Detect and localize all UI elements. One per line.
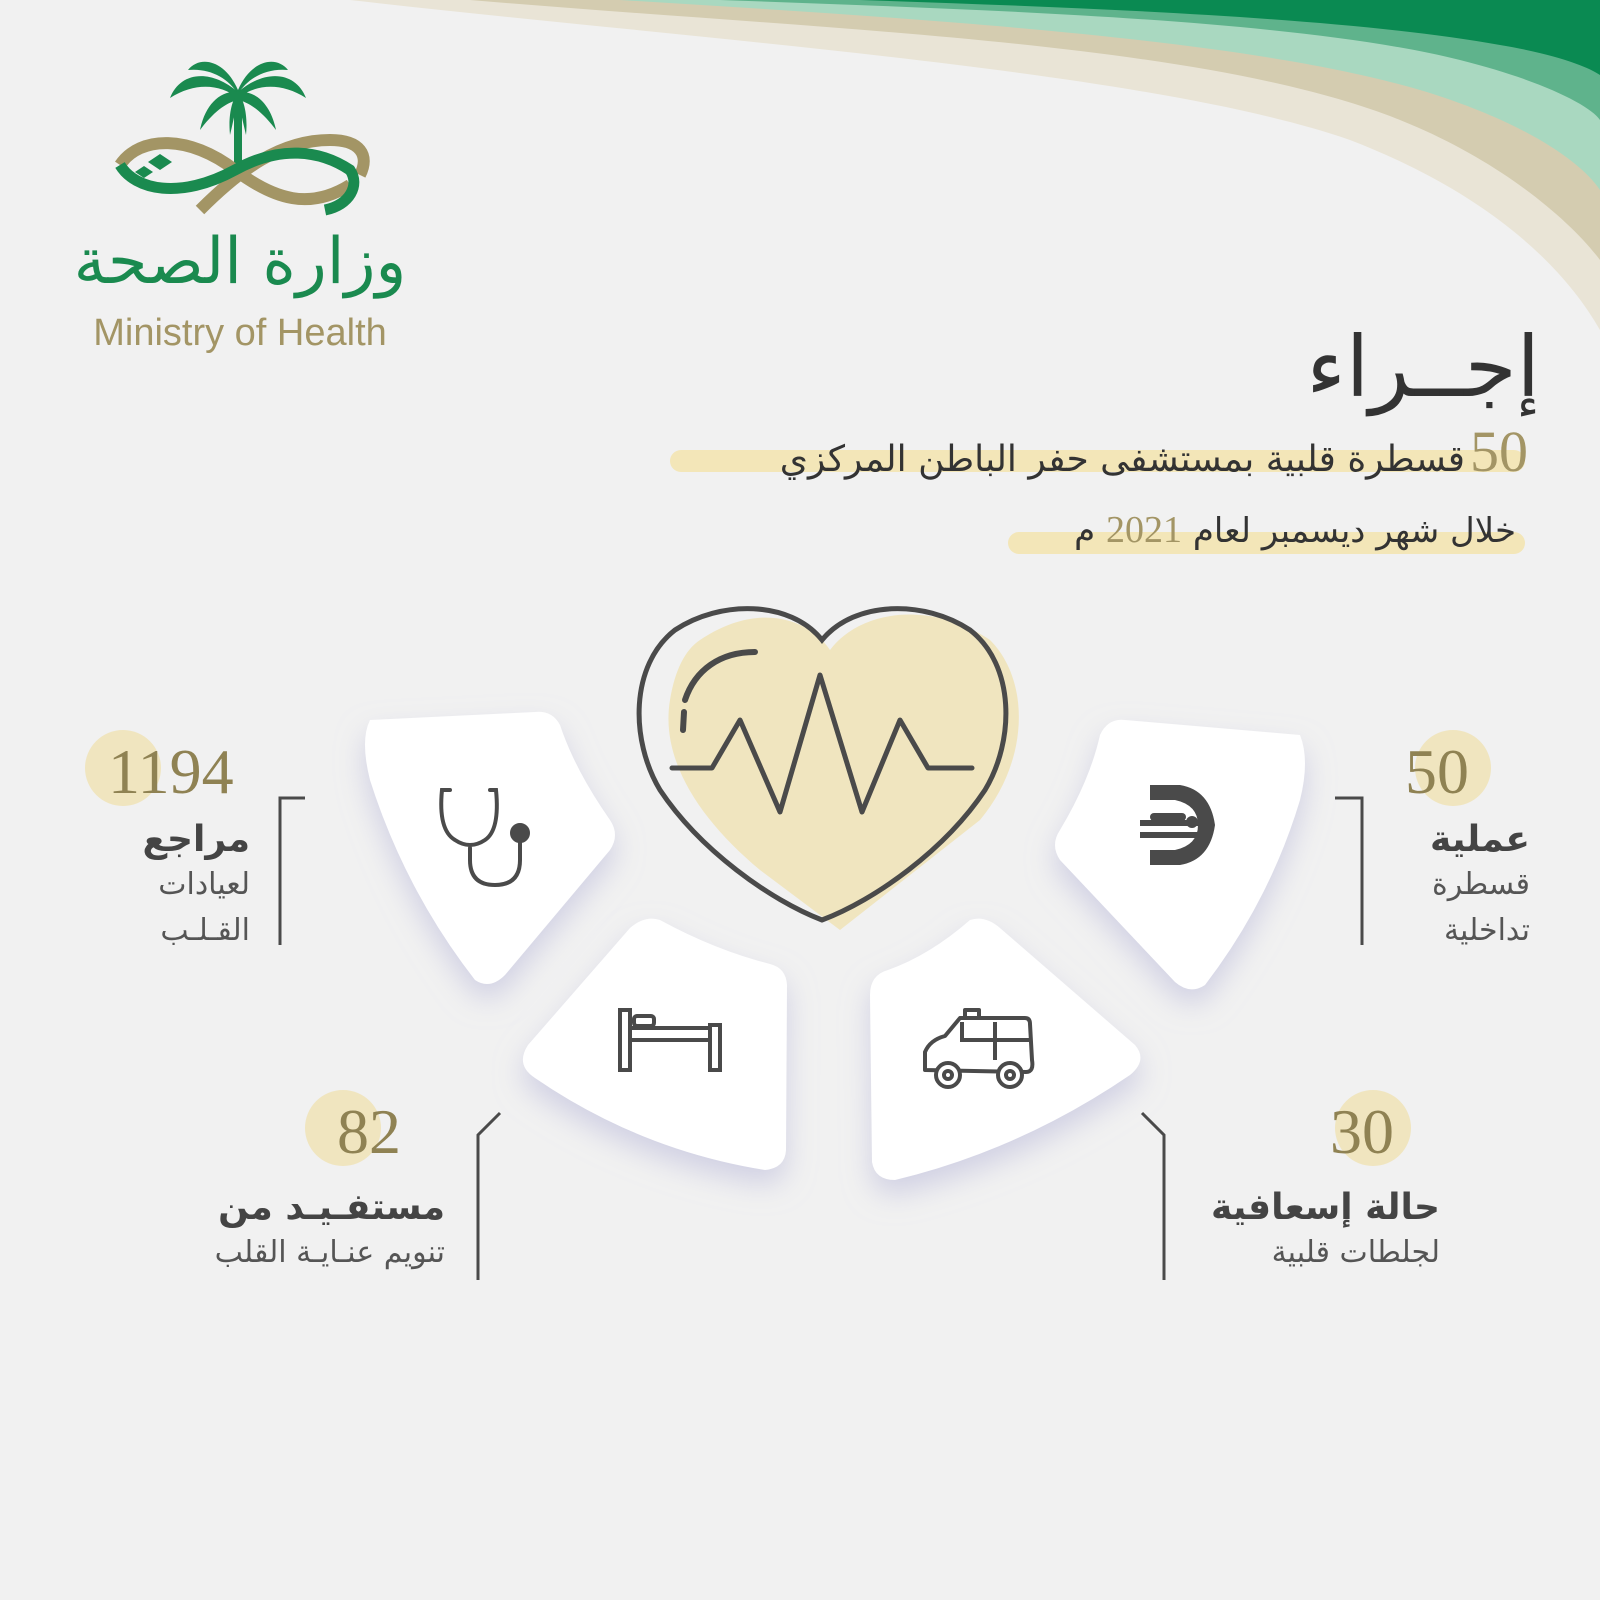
bed-tile	[523, 919, 787, 1170]
stat-title: مراجع	[142, 819, 250, 860]
stat-line1: لجلطات قلبية	[1271, 1235, 1440, 1270]
stat-line1: قسطرة	[1432, 867, 1530, 902]
stat-value: 30	[1330, 1096, 1394, 1167]
stat-value: 1194	[108, 736, 234, 807]
stat-emergency-cases	[1185, 1090, 1450, 1290]
stat-title: عملية	[1430, 819, 1530, 860]
period-year: 2021	[1106, 509, 1183, 551]
period-suffix: م	[1074, 511, 1096, 551]
summary-line	[780, 418, 1528, 485]
logo-english-text: Ministry of Health	[93, 312, 387, 354]
ministry-logo	[60, 50, 420, 360]
stat-inpatients	[165, 1090, 455, 1290]
stat-catheter-operations	[1380, 730, 1530, 960]
logo-arabic-text: وزارة الصحة	[73, 225, 407, 299]
stat-title: حالة إسعافية	[1210, 1187, 1440, 1228]
stat-line1: لعيادات	[158, 867, 250, 902]
ambulance-tile	[870, 919, 1140, 1180]
period-prefix: خلال شهر ديسمبر لعام	[1192, 511, 1516, 551]
stat-title: مستفـيـد من	[218, 1187, 445, 1228]
summary-text: قسطرة قلبية بمستشفى حفر الباطن المركزي	[779, 439, 1465, 480]
stat-value: 50	[1405, 736, 1469, 807]
period-line	[1074, 508, 1516, 552]
stat-clinic-visitors	[80, 730, 280, 960]
summary-number: 50	[1470, 419, 1528, 484]
stat-value: 82	[337, 1096, 401, 1167]
stat-line1: تنويم عنـايـة القلب	[214, 1235, 445, 1270]
stat-line2: تداخلية	[1443, 913, 1530, 948]
stethoscope-tile	[365, 712, 615, 984]
page-headline: إجــراء	[1306, 318, 1540, 416]
palm-swords-emblem-icon	[60, 50, 420, 230]
stat-line2: القـلـب	[160, 913, 250, 948]
